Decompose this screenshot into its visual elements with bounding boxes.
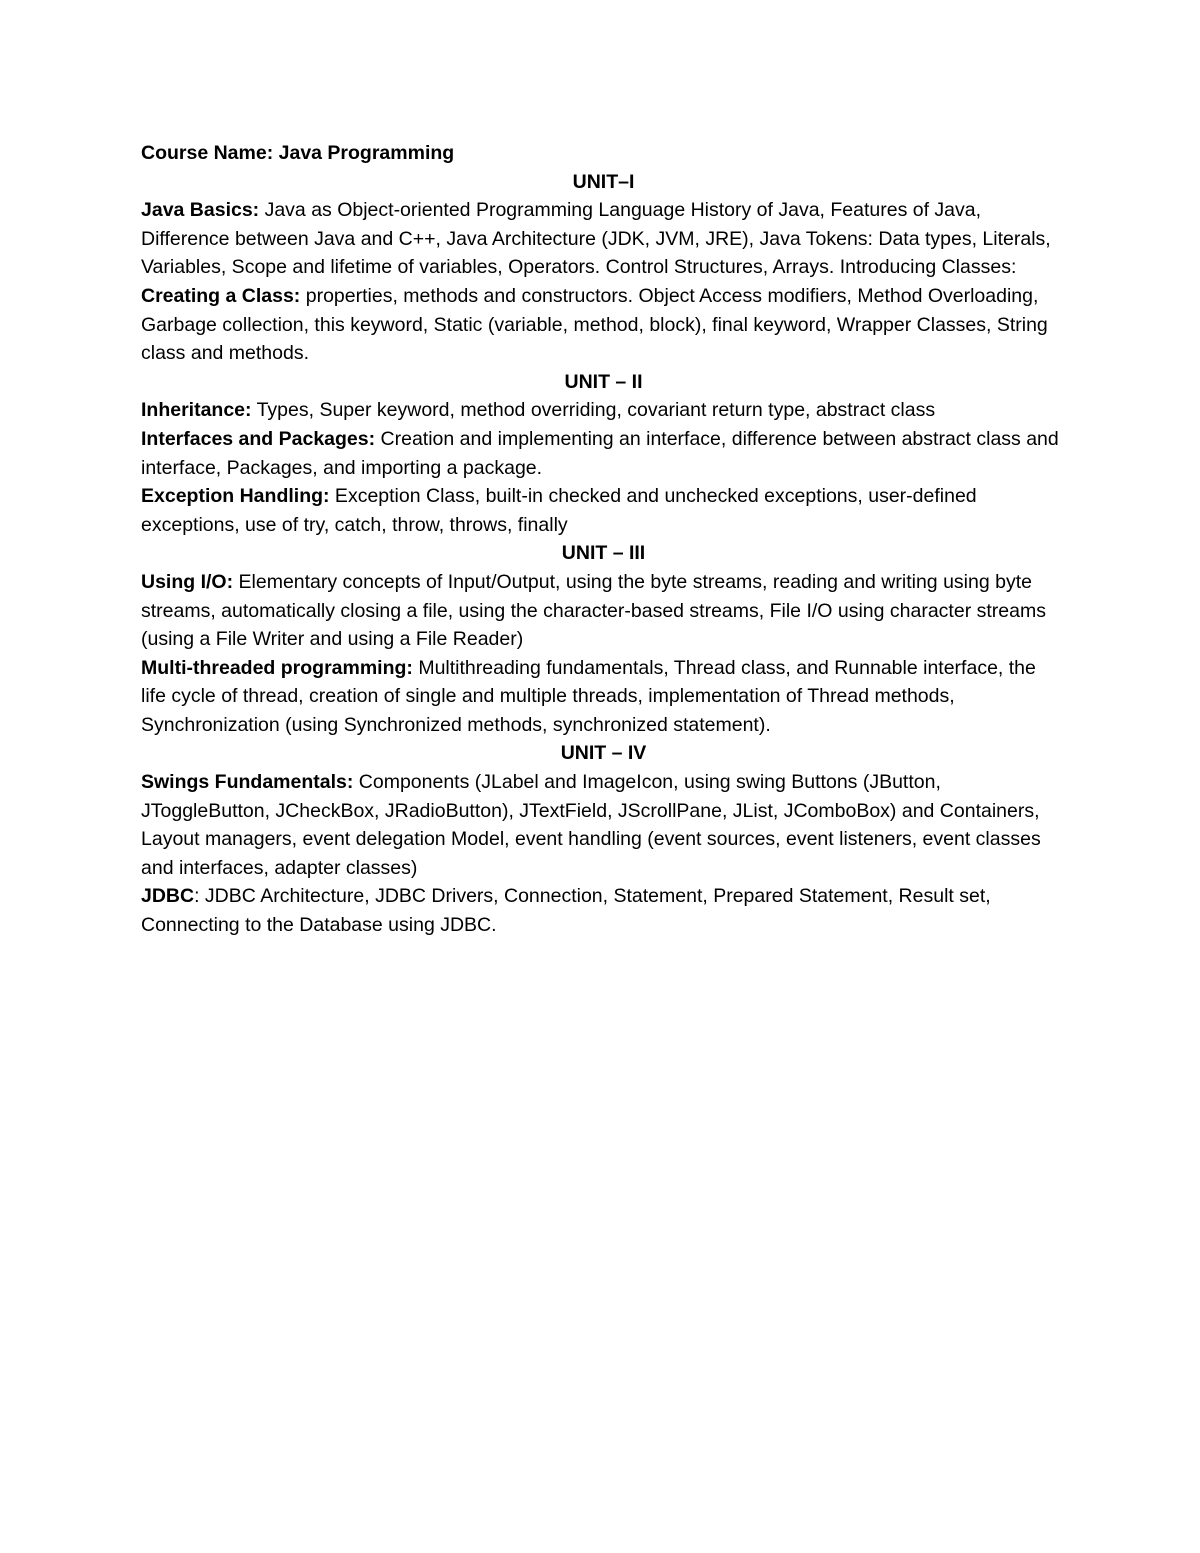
topic-label: Inheritance:	[141, 399, 252, 422]
unit-2-heading: UNIT – II	[564, 370, 643, 393]
unit-3-paragraph-threads	[141, 654, 1066, 740]
topic-label: JDBC	[141, 885, 195, 908]
unit-2-paragraph-inheritance	[141, 396, 1066, 425]
topic-text: Creation and implementing an interface, difference between abstract class and interface, Packages, and importing a package.	[141, 427, 1059, 479]
topic-label: Swings Fundamentals:	[141, 771, 354, 794]
topic-text: Java as Object-oriented Programming Language History of Java, Features of Java, Difference between Java and C++, Java Architecture (JDK, JVM, JRE), Java Tokens: Data types, Literals, Variables, Scope and lifetime of variables, Operators. Control Structures, Arrays. Introducing Classes:	[141, 199, 1051, 279]
topic-text: Elementary concepts of Input/Output, using the byte streams, reading and writing using byte streams, automatically closing a file, using the character-based streams, File I/O using character streams (using a File Writer and using a File Reader)	[141, 570, 1046, 651]
topic-text: Types, Super keyword, method overriding, covariant return type, abstract class	[251, 399, 936, 422]
unit-4-paragraph-swings	[141, 768, 1066, 882]
topic-text: Components (JLabel and ImageIcon, using swing Buttons (JButton, JToggleButton, JCheckBox, JRadioButton), JTextField, JScrollPane, JList, JComboBox) and Containers, Layout managers, event delegation Model, event handling (event sources, event listeners, event classes and interfaces, adapter classes)	[141, 771, 1041, 879]
topic-text: Multithreading fundamentals, Thread class, and Runnable interface, the life cycle of thread, creation of single and multiple threads, implementation of Thread methods, Synchronization (using Synchronized methods, synchronized statement).	[141, 656, 1036, 736]
topic-text: : JDBC Architecture, JDBC Drivers, Connection, Statement, Prepared Statement, Result set, Connecting to the Database using JDBC.	[141, 885, 991, 937]
unit-4-paragraph-jdbc	[141, 882, 1066, 939]
topic-label: Multi-threaded programming:	[141, 656, 413, 679]
topic-label: Java Basics:	[141, 199, 260, 222]
unit-1-paragraph-java-basics	[141, 196, 1066, 368]
document-page	[141, 139, 1066, 940]
unit-2-paragraph-exceptions	[141, 482, 1066, 539]
unit-1-heading: UNIT–I	[572, 170, 635, 193]
topic-label: Interfaces and Packages:	[141, 427, 376, 450]
course-title: Course Name: Java Programming	[141, 142, 455, 164]
unit-3-paragraph-io	[141, 568, 1066, 654]
unit-4-heading: UNIT – IV	[560, 742, 647, 765]
unit-3-heading: UNIT – III	[561, 542, 646, 565]
unit-2-paragraph-interfaces	[141, 425, 1066, 482]
topic-text: Exception Class, built-in checked and unchecked exceptions, user-defined exceptions, use of try, catch, throw, throws, finally	[141, 485, 977, 536]
topic-label: Using I/O:	[141, 570, 234, 593]
topic-label: Exception Handling:	[141, 485, 330, 508]
topic-text: properties, methods and constructors. Object Access modifiers, Method Overloading, Garbage collection, this keyword, Static (variable, method, block), final keyword, Wrapper Classes, String class and methods.	[141, 284, 1048, 365]
topic-label: Creating a Class:	[141, 284, 301, 307]
